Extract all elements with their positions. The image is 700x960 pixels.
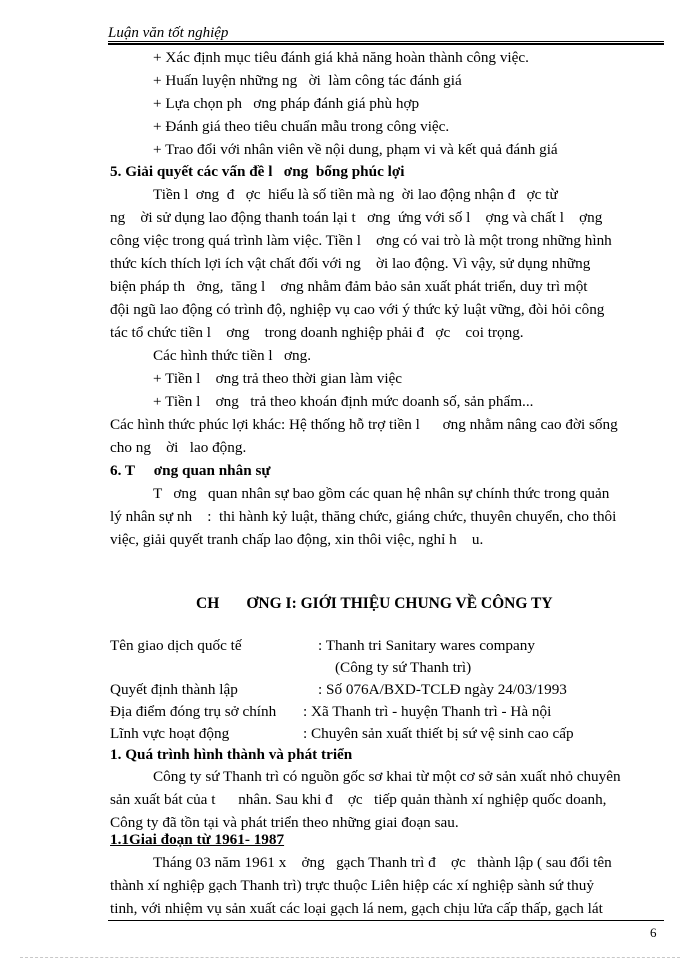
paragraph-line: thức kích thích lợi ích vật chất đối với ng ời lao động. Vì vậy, sử dụng những bbox=[110, 255, 591, 272]
paragraph-line: Các hình thức phúc lợi khác: Hệ thống hỗ trợ tiền l ơng nhằm nâng cao đời sống bbox=[110, 416, 618, 433]
paragraph-line: Công ty sứ Thanh trì có nguồn gốc sơ khai từ một cơ sở sản xuất nhỏ chuyên bbox=[153, 768, 621, 785]
paragraph-line: Công ty đã tồn tại và phát triển theo những giai đoạn sau. bbox=[110, 814, 459, 831]
paragraph-line: Tiền l ơng đ ợc hiểu là số tiền mà ng ời lao động nhận đ ợc từ bbox=[153, 186, 558, 203]
info-label: Tên giao dịch quốc tế bbox=[110, 637, 242, 654]
header-rule-thick bbox=[108, 43, 664, 45]
page-number: 6 bbox=[650, 925, 657, 940]
bullet-item: + Trao đổi với nhân viên về nội dung, phạm vi và kết quả đánh giá bbox=[153, 141, 558, 158]
page-edge-divider bbox=[20, 957, 680, 958]
section-6-heading: 6. T ơng quan nhân sự bbox=[110, 462, 271, 479]
info-label: Địa điểm đóng trụ sở chính bbox=[110, 703, 277, 720]
paragraph-line: đội ngũ lao động có trình độ, nghiệp vụ cao với ý thức kỷ luật vững, đòi hỏi công bbox=[110, 301, 605, 318]
chapter-title: CH ƠNG I: GIỚI THIỆU CHUNG VỀ CÔNG TY bbox=[196, 595, 553, 612]
forms-intro: Các hình thức tiền l ơng. bbox=[153, 347, 311, 364]
paragraph-line: sản xuất bát của t nhân. Sau khi đ ợc tiếp quản thành xí nghiệp quốc doanh, bbox=[110, 791, 607, 808]
header-rule-thin bbox=[108, 41, 664, 42]
info-label: Quyết định thành lập bbox=[110, 681, 238, 698]
paragraph-line: việc, giải quyết tranh chấp lao động, xin thôi việc, nghỉ h u. bbox=[110, 531, 484, 548]
bullet-item: + Xác định mục tiêu đánh giá khả năng hoàn thành công việc. bbox=[153, 49, 529, 66]
info-value: : Chuyên sản xuất thiết bị sứ vệ sinh cao cấp bbox=[303, 725, 574, 742]
paragraph-line: ng ời sử dụng lao động thanh toán lại t ơng ứng với số l ợng và chất l ợng bbox=[110, 209, 603, 226]
paragraph-line: thành xí nghiệp gạch Thanh trì) trực thuộc Liên hiệp các xí nghiệp sành sứ thuỷ bbox=[110, 877, 594, 894]
paragraph-line: công việc trong quá trình làm việc. Tiền l ơng có vai trò là một trong những hình bbox=[110, 232, 612, 249]
bullet-item: + Huấn luyện những ng ời làm công tác đánh giá bbox=[153, 72, 462, 89]
section-5-heading: 5. Giải quyết các vấn đề l ơng bổng phúc lợi bbox=[110, 163, 405, 180]
paragraph-line: tinh, với nhiệm vụ sản xuất các loại gạch lá nem, gạch chịu lửa cấp thấp, gạch lát bbox=[110, 900, 603, 917]
footer-rule bbox=[108, 920, 664, 921]
info-value: : Số 076A/BXD-TCLĐ ngày 24/03/1993 bbox=[318, 681, 567, 698]
paragraph-line: biện pháp th ởng, tăng l ơng nhằm đảm bảo sản xuất phát triển, duy trì một bbox=[110, 278, 588, 295]
paragraph-line: cho ng ời lao động. bbox=[110, 439, 247, 456]
info-value: : Thanh tri Sanitary wares company bbox=[318, 637, 535, 654]
bullet-item: + Tiền l ơng trả theo khoán định mức doanh số, sản phẩm... bbox=[153, 393, 534, 410]
running-header: Luận văn tốt nghiệp bbox=[108, 25, 229, 41]
info-value: : Xã Thanh trì - huyện Thanh trì - Hà nội bbox=[303, 703, 552, 720]
section-1-1-heading: 1.1Giai đoạn từ 1961- 1987 bbox=[110, 831, 285, 848]
paragraph-line: lý nhân sự nh : thi hành kỷ luật, thăng chức, giáng chức, thuyên chuyển, cho thôi bbox=[110, 508, 617, 525]
info-value: (Công ty sứ Thanh trì) bbox=[335, 659, 472, 676]
section-1-heading: 1. Quá trình hình thành và phát triển bbox=[110, 746, 353, 763]
info-label: Lĩnh vực hoạt động bbox=[110, 725, 230, 742]
bullet-item: + Đánh giá theo tiêu chuẩn mẫu trong công việc. bbox=[153, 118, 450, 135]
bullet-item: + Lựa chọn ph ơng pháp đánh giá phù hợp bbox=[153, 95, 420, 112]
paragraph-line: T ơng quan nhân sự bao gồm các quan hệ nhân sự chính thức trong quản bbox=[153, 485, 610, 502]
bullet-item: + Tiền l ơng trả theo thời gian làm việc bbox=[153, 370, 403, 387]
paragraph-line: tác tổ chức tiền l ơng trong doanh nghiệp phải đ ợc coi trọng. bbox=[110, 324, 524, 341]
paragraph-line: Tháng 03 năm 1961 x ởng gạch Thanh trì đ ợc thành lập ( sau đổi tên bbox=[153, 854, 612, 871]
